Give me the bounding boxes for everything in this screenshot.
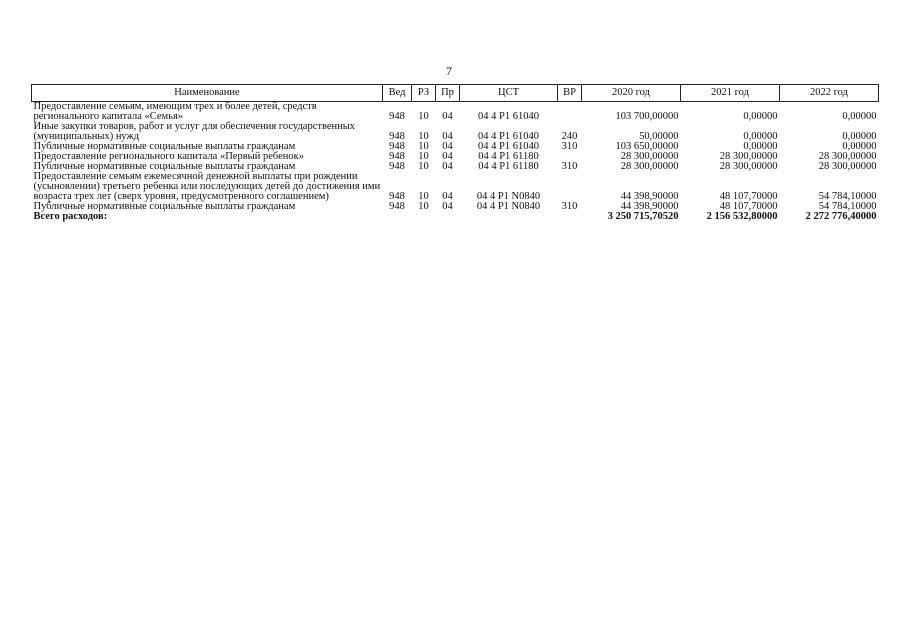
header-2022: 2022 год — [780, 85, 879, 102]
row-pr: 04 — [442, 161, 453, 172]
header-pr: Пр — [436, 85, 460, 102]
row-rz: 10 — [418, 201, 429, 212]
row-2022: 54 784,10000 — [818, 201, 877, 212]
row-name: Публичные нормативные социальные выплаты гражданам — [33, 201, 296, 212]
row-2022: 28 300,00000 — [818, 161, 877, 172]
row-rz: 10 — [418, 191, 429, 202]
row-ved: 948 — [389, 111, 405, 122]
row-name: Предоставление семьям, имеющим трех и более детей, средств регионального капитала «Семья» — [33, 101, 317, 122]
row-cst: 04 4 P1 61040 — [478, 141, 539, 152]
row-2021: 0,00000 — [743, 131, 778, 142]
row-cst: 04 4 P1 61040 — [478, 131, 539, 142]
row-2020: 50,00000 — [639, 131, 679, 142]
row-cst: 04 4 P1 61040 — [478, 111, 539, 122]
page-number: 7 — [446, 64, 452, 78]
row-name: Публичные нормативные социальные выплаты гражданам — [33, 141, 296, 152]
row-2021: 0,00000 — [743, 111, 778, 122]
header-rz: РЗ — [412, 85, 436, 102]
row-2022: 28 300,00000 — [818, 151, 877, 162]
table-row — [32, 122, 879, 142]
row-pr: 04 — [442, 111, 453, 122]
row-cst: 04 4 P1 61180 — [478, 161, 539, 172]
row-rz: 10 — [418, 111, 429, 122]
row-2020: 103 700,00000 — [615, 111, 679, 122]
total-label: Всего расходов: — [33, 211, 108, 222]
row-ved: 948 — [389, 131, 405, 142]
expenditure-table — [31, 84, 879, 222]
row-ved: 948 — [389, 151, 405, 162]
row-2020: 28 300,00000 — [620, 151, 679, 162]
row-ved: 948 — [389, 191, 405, 202]
header-ved: Вед — [383, 85, 412, 102]
total-2021: 2 156 532,80000 — [706, 211, 778, 222]
row-pr: 04 — [442, 151, 453, 162]
row-cst: 04 4 P1 N0840 — [476, 191, 541, 202]
row-2020: 44 398,90000 — [620, 191, 679, 202]
row-2021: 28 300,00000 — [719, 161, 778, 172]
row-pr: 04 — [442, 191, 453, 202]
row-vr — [558, 102, 582, 123]
row-cst: 04 4 P1 N0840 — [476, 201, 541, 212]
row-vr: 310 — [561, 141, 578, 152]
row-name: Предоставление семьям ежемесячной денежной выплаты при рождении (усыновлении) третьего ребенка или последующих детей до достижения ими возраста трех лет (сверх уровня, предусмотренного соглашением) — [33, 171, 381, 202]
header-name: Наименование — [32, 85, 383, 102]
row-vr: 310 — [561, 201, 578, 212]
header-2020: 2020 год — [582, 85, 681, 102]
row-pr: 04 — [442, 201, 453, 212]
total-2022: 2 272 776,40000 — [805, 211, 877, 222]
table-row — [32, 172, 879, 202]
row-2020: 28 300,00000 — [620, 161, 679, 172]
table-row — [32, 102, 879, 123]
row-2022: 0,00000 — [842, 131, 877, 142]
row-name: Предоставление регионального капитала «Первый ребенок» — [33, 151, 304, 162]
row-vr: 240 — [561, 131, 578, 142]
row-2022: 54 784,10000 — [818, 191, 877, 202]
row-cst: 04 4 P1 61180 — [478, 151, 539, 162]
row-name: Иные закупки товаров, работ и услуг для обеспечения государственных (муниципальных) нужд — [33, 121, 356, 142]
row-ved: 948 — [389, 161, 405, 172]
row-pr: 04 — [442, 141, 453, 152]
row-2021: 28 300,00000 — [719, 151, 778, 162]
row-ved: 948 — [389, 201, 405, 212]
header-cst: ЦСТ — [460, 85, 558, 102]
header-2021: 2021 год — [681, 85, 780, 102]
row-2021: 48 107,70000 — [719, 201, 778, 212]
row-2020: 44 398,90000 — [620, 201, 679, 212]
row-vr — [558, 172, 582, 202]
row-pr: 04 — [442, 131, 453, 142]
row-2022: 0,00000 — [842, 141, 877, 152]
total-2020: 3 250 715,70520 — [607, 211, 679, 222]
row-rz: 10 — [418, 131, 429, 142]
header-vr: ВР — [558, 85, 582, 102]
row-vr: 310 — [561, 161, 578, 172]
row-rz: 10 — [418, 151, 429, 162]
row-rz: 10 — [418, 161, 429, 172]
row-ved: 948 — [389, 141, 405, 152]
total-row — [32, 212, 879, 222]
table-header-row — [32, 85, 879, 102]
row-2022: 0,00000 — [842, 111, 877, 122]
row-2021: 0,00000 — [743, 141, 778, 152]
row-2021: 48 107,70000 — [719, 191, 778, 202]
row-name: Публичные нормативные социальные выплаты гражданам — [33, 161, 296, 172]
row-2020: 103 650,00000 — [615, 141, 679, 152]
row-rz: 10 — [418, 141, 429, 152]
